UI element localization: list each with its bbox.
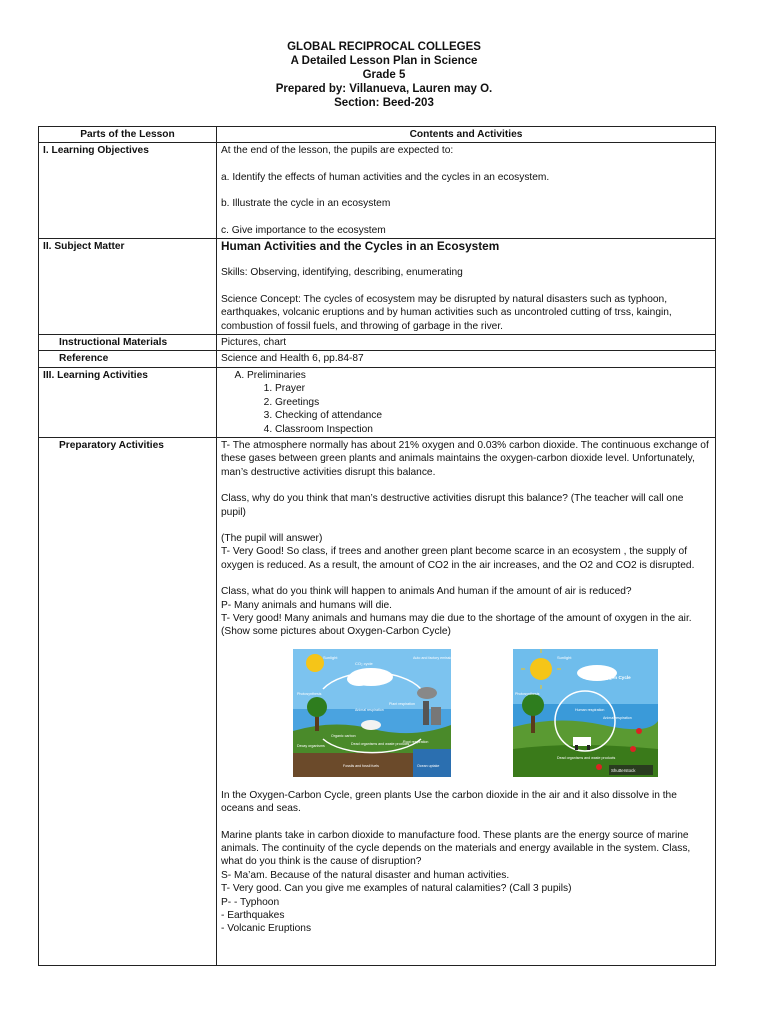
reference-value: Science and Health 6, pp.84-87: [217, 351, 716, 367]
prep-question: Class, what do you think will happen to animals And human if the amount of air is reduced?: [221, 586, 632, 598]
subject-content: [217, 239, 716, 335]
col-header-parts: Parts of the Lesson: [39, 127, 217, 143]
oxygen-carbon-cycle-diagram-1: [293, 649, 457, 777]
subject-title: Human Activities and the Cycles in an Ecosystem: [221, 239, 500, 254]
grade-level: Grade 5: [362, 69, 406, 81]
objectives-label: I. Learning Objectives: [39, 143, 217, 239]
diagram-1-label: Sunlight: [323, 654, 338, 660]
diagram-1-label: Animal respiration: [355, 707, 384, 712]
oxygen-carbon-cycle-diagram-2: [513, 649, 658, 777]
diagram-2-label: Animal respiration: [603, 715, 632, 720]
activities-content: [217, 367, 716, 437]
prep-answer-earthquakes: - Earthquakes: [221, 910, 285, 922]
prep-pupil-reply: P- Many animals and humans will die.: [221, 599, 392, 611]
table-header-row: [39, 127, 716, 143]
lesson-plan-table: [38, 126, 716, 966]
objective-b: b. Illustrate the cycle in an ecosystem: [221, 198, 391, 210]
objectives-intro: At the end of the lesson, the pupils are expected to:: [221, 145, 454, 157]
section: Section: Beed-203: [334, 97, 434, 109]
prepared-by: Prepared by: Villanueva, Lauren may O.: [275, 83, 493, 95]
cycle-pictures: [221, 639, 711, 789]
document-header: [0, 40, 768, 110]
prep-paragraph-1: T- The atmosphere normally has about 21% oxygen and 0.03% carbon dioxide. The continuous exchange of these gases between green plants and animals maintains the oxygen-carbon dioxide level. Unfortunately, man’s destructive activities disrupt this balance.: [221, 439, 709, 478]
prep-paragraph-2: Class, why do you think that man’s destructive activities disrupt this balance? (The teacher will call one pupil): [221, 493, 684, 518]
school-name: GLOBAL RECIPROCAL COLLEGES: [287, 41, 481, 53]
diagram-1-label: Organic carbon: [331, 733, 356, 738]
diagram-2-label: Carbon/Oxygen Cycle: [583, 674, 631, 680]
list-item: 3. Checking of attendance: [275, 409, 711, 422]
subject-concept: Science Concept: The cycles of ecosystem may be disrupted by natural disasters such as typhoon, earthquakes, volcanic eruptions and by human activities such as uncontroled cutting of trss, kaingin, combustion of fossil fuels, and throwing of garbage in the river.: [221, 293, 672, 332]
diagram-2-label: Sunlight: [557, 654, 572, 660]
list-item: [247, 369, 711, 436]
diagram-1-label: Root respiration: [403, 739, 429, 744]
row-reference: [39, 351, 716, 367]
col-header-contents: Contents and Activities: [217, 127, 716, 143]
reference-label: Reference: [39, 351, 217, 367]
prep-pupil-answer: (The pupil will answer): [221, 532, 323, 544]
row-materials: [39, 335, 716, 351]
plan-title: A Detailed Lesson Plan in Science: [290, 55, 478, 67]
diagram-1-label: Ocean uptake: [417, 763, 440, 768]
list-item: 2. Greetings: [275, 396, 711, 409]
row-objectives: [39, 143, 716, 239]
prep-student-answer: S- Ma’am. Because of the natural disaster and human activities.: [221, 869, 510, 881]
prep-teacher-reply: T- Very good! Many animals and humans may die due to the shortage of the amount of oxygen in the air. (Show some pictures about Oxygen-Carbon Cycle): [221, 612, 692, 638]
preparatory-label: Preparatory Activities: [39, 437, 217, 965]
activities-label: III. Learning Activities: [39, 367, 217, 437]
diagram-2-label: Human respiration: [575, 707, 605, 712]
prep-answer-typhoon: P- - Typhoon: [221, 896, 280, 908]
prep-answer-volcanic: - Volcanic Eruptions: [221, 923, 312, 935]
diagram-1-label: CO₂ cycle: [355, 660, 373, 666]
objective-c: c. Give importance to the ecosystem: [221, 224, 386, 236]
materials-label: Instructional Materials: [39, 335, 217, 351]
objective-a: a. Identify the effects of human activities and the cycles in an ecosystem.: [221, 171, 550, 183]
preliminaries-list: [221, 369, 711, 436]
materials-value: Pictures, chart: [217, 335, 716, 351]
diagram-1-label: Plant respiration: [389, 701, 415, 706]
objectives-content: [217, 143, 716, 239]
diagram-1-label: Decay organisms: [297, 743, 325, 748]
row-preparatory: [39, 437, 716, 965]
diagram-2-label: Photosynthesis: [515, 691, 540, 696]
preparatory-content: [217, 437, 716, 965]
row-subject-matter: [39, 239, 716, 335]
preliminaries-sublist: [247, 382, 711, 436]
diagram-2-label: Shutterstock: [611, 767, 636, 773]
prep-teacher-question: T- Very good. Can you give me examples of natural calamities? (Call 3 pupils): [221, 883, 572, 895]
list-item: 1. Prayer: [275, 382, 711, 395]
diagram-1-label: Photosynthesis: [297, 691, 322, 696]
diagram-1-label: Auto and factory emissions: [413, 655, 457, 660]
row-learning-activities: [39, 367, 716, 437]
subject-label: II. Subject Matter: [39, 239, 217, 335]
diagram-2-label: Dead organisms and waste products: [557, 755, 616, 760]
prep-teacher-response: T- Very Good! So class, if trees and another green plant become scarce in an ecosystem , the supply of oxygen is reduced. As a result, the amount of CO2 in the air increases, and the O2 and CO2 is disrupted.: [221, 546, 695, 571]
diagram-1-label: Fossils and fossil fuels: [343, 763, 379, 768]
subject-skills: Skills: Observing, identifying, describing, enumerating: [221, 267, 463, 279]
list-item: 4. Classroom Inspection: [275, 423, 711, 436]
diagram-1-label: Dead organisms and waste products: [351, 741, 410, 746]
preliminaries-title: Preliminaries: [247, 369, 306, 381]
prep-paragraph-5: In the Oxygen-Carbon Cycle, green plants Use the carbon dioxide in the air and it also dissolve in the oceans and seas.: [221, 789, 677, 815]
prep-paragraph-6: Marine plants take in carbon dioxide to manufacture food. These plants are the energy source of marine animals. The continuity of the cycle depends on the materials and energy available in the system. Class, what do you think is the cause of disruption?: [221, 829, 691, 868]
